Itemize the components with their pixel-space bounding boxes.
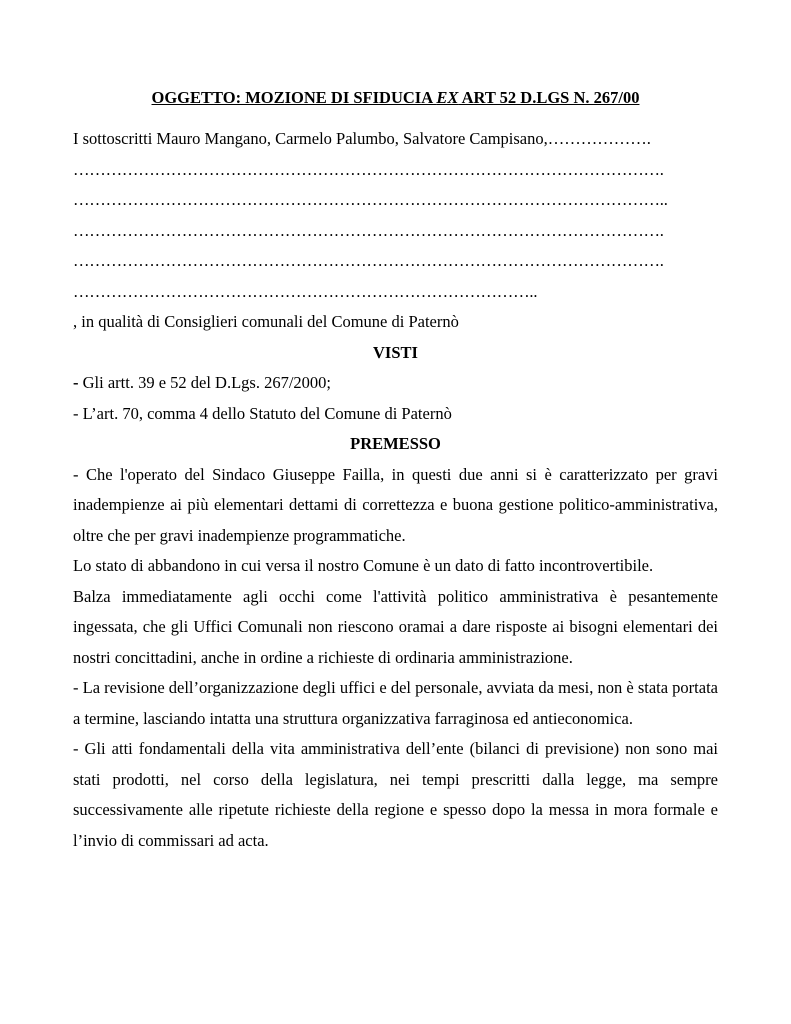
title-suffix: ART 52 D.LGS N. 267/00	[458, 88, 640, 107]
document-page	[73, 88, 718, 856]
visti-item-1-dash: -	[73, 373, 79, 392]
premesso-heading: PREMESSO	[350, 434, 441, 453]
dot-line-4: ……………………………………………………………………………………………….	[73, 251, 664, 270]
visti-item-1	[73, 368, 718, 399]
dot-line-1: ……………………………………………………………………………………………….	[73, 159, 664, 179]
visti-item-1-text: Gli artt. 39 e 52 del D.Lgs. 267/2000;	[78, 373, 332, 392]
paragraph-3: Balza immediatamente agli occhi come l'attività politico amministrativa è pesantemente ingessata, che gli Uffici Comunali non riescono oramai a dare risposte ai bisogni elementari dei nostri concittadini, anche in ordine a richieste di ordinaria amministrazione.	[73, 586, 718, 667]
paragraph-5: - Gli atti fondamentali della vita amministrativa dell’ente (bilanci di previsione) non sono mai stati prodotti, nel corso della legislatura, nei tempi prescritti dalla legge, ma sempre successivamente alle ripetute richieste della regione e spesso dopo la messa in mora formale e l’invio di commissari ad acta.	[73, 739, 718, 850]
title-prefix: OGGETTO: MOZIONE DI SFIDUCIA	[151, 88, 437, 107]
paragraph-1: - Che l'operato del Sindaco Giuseppe Failla, in questi due anni si è caratterizzato per gravi inadempienze ai più elementari dettami di correttezza e buona gestione politico-amministrativa, oltre che per gravi inadempienze programmatiche.	[73, 464, 718, 545]
paragraph-4: - La revisione dell’organizzazione degli uffici e del personale, avviata da mesi, non è stata portata a termine, lasciando intatta una struttura organizzativa farraginosa ed antieconomica.	[73, 678, 718, 728]
dot-line-5: …………………………………………………………………………..	[73, 281, 538, 301]
quality-line: , in qualità di Consiglieri comunali del Comune di Paternò	[73, 312, 459, 331]
dot-line-2: ………………………………………………………………………………………………..	[73, 190, 668, 209]
dot-line-3: ……………………………………………………………………………………………….	[73, 220, 664, 240]
visti-heading: VISTI	[373, 342, 418, 362]
visti-item-2	[73, 399, 718, 430]
intro-line: I sottoscritti Mauro Mangano, Carmelo Palumbo, Salvatore Campisano,……………….	[73, 129, 651, 148]
visti-item-2-text: - L’art. 70, comma 4 dello Statuto del Comune di Paternò	[73, 403, 452, 423]
document-title	[73, 88, 718, 108]
paragraph-2: Lo stato di abbandono in cui versa il nostro Comune è un dato di fatto incontrovertibile.	[73, 556, 654, 575]
title-em: EX	[436, 88, 459, 107]
